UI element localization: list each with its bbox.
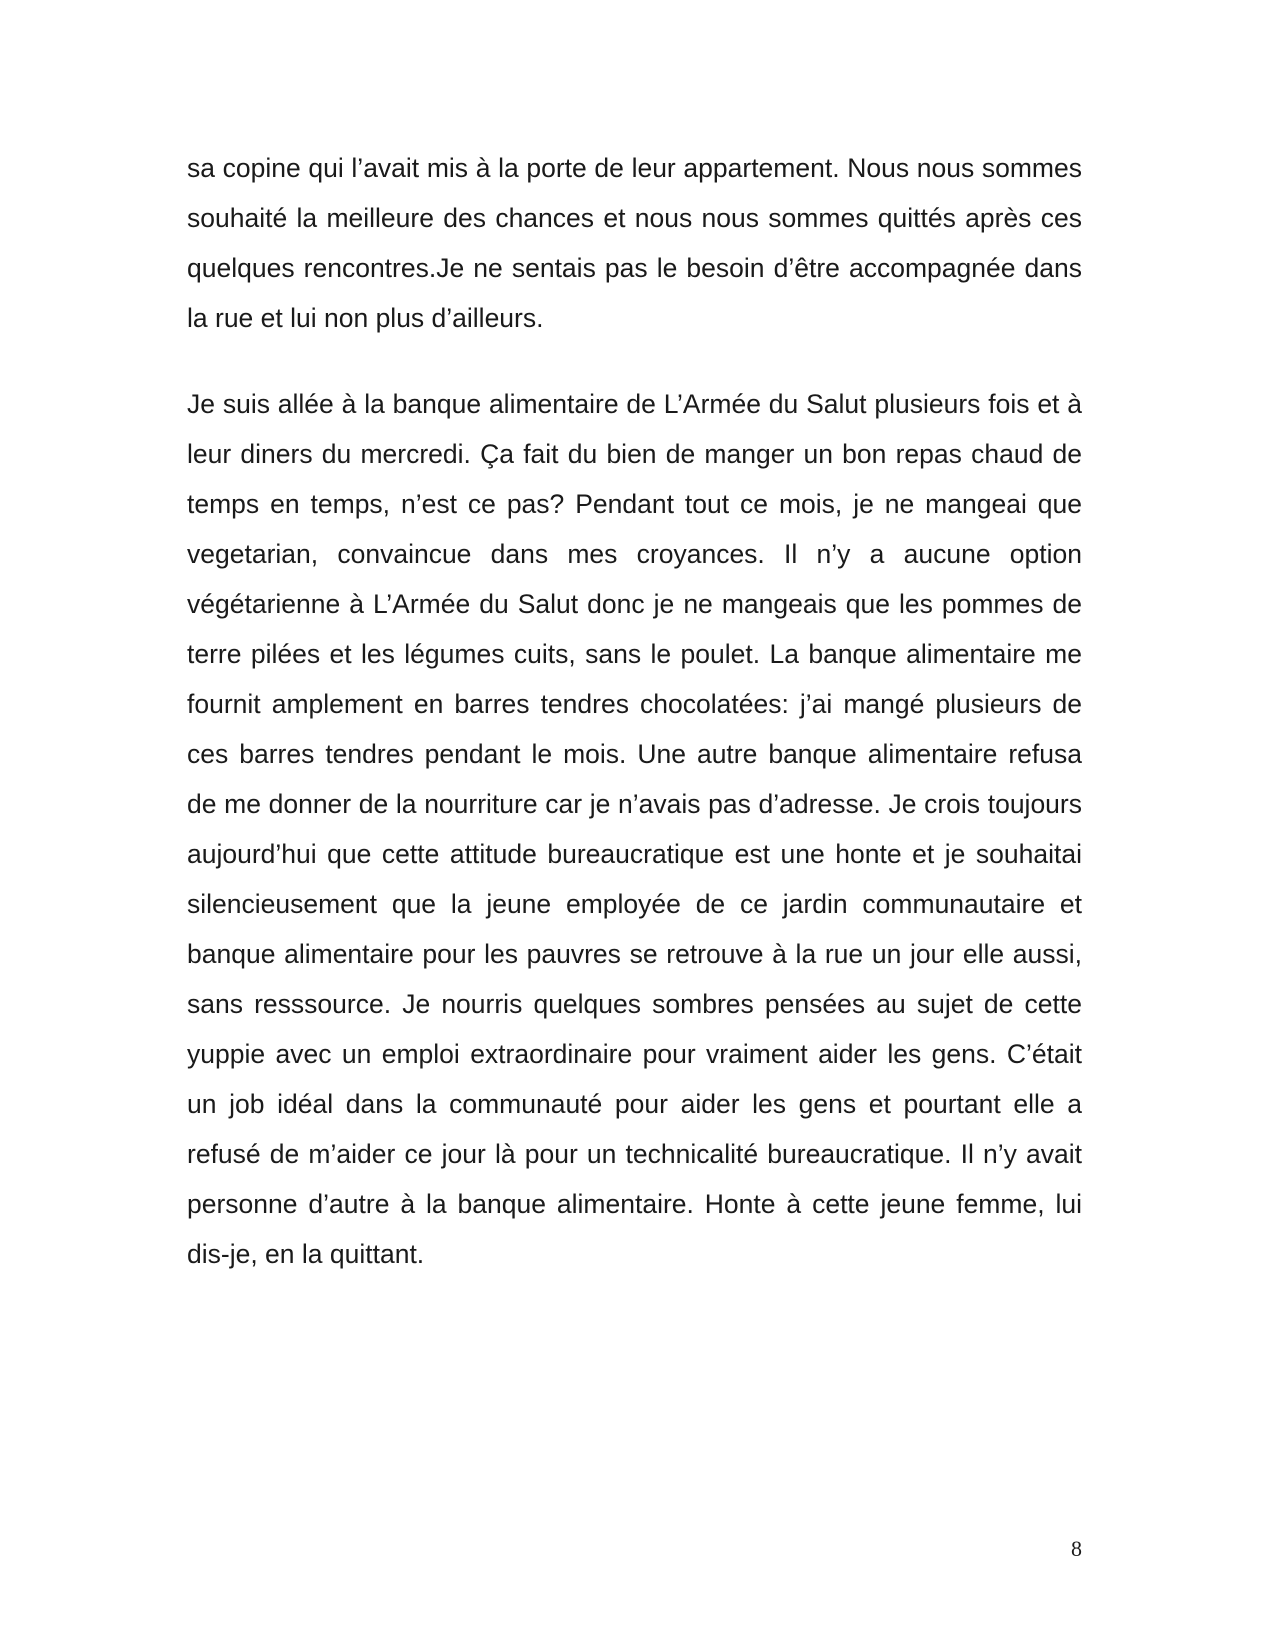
page-number: 8	[1071, 1536, 1082, 1561]
paragraph-2: Je suis allée à la banque alimentaire de L’Armée du Salut plusieurs fois et à leur diners du mercredi. Ça fait du bien de manger un bon repas chaud de temps en temps, n’est ce pas? Pendant tout ce mois, je ne mangeai que vegetarian, convaincue dans mes croyances. Il n’y a aucune option végétarienne à L’Armée du Salut donc je ne mangeais que les pommes de terre pilées et les légumes cuits, sans le poulet. La banque alimentaire me fournit amplement en barres tendres chocolatées: j’ai mangé plusieurs de ces barres tendres pendant le mois. Une autre banque alimentaire refusa de me donner de la nourriture car je n’avais pas d’adresse. Je crois toujours aujourd’hui que cette attitude bureaucratique est une honte et je souhaitai silencieusement que la jeune employée de ce jardin communautaire et banque alimentaire pour les pauvres se retrouve à la rue un jour elle aussi, sans resssource. Je nourris quelques sombres pensées au sujet de cette yuppie avec un emploi extraordinaire pour vraiment aider les gens. C’était un job idéal dans la communauté pour aider les gens et pourtant elle a refusé de m’aider ce jour là pour un technicalité bureaucratique. Il n’y avait personne d’autre à la banque alimentaire. Honte à cette jeune femme, lui dis-je, en la quittant.	[187, 389, 1082, 1269]
paragraph-1: sa copine qui l’avait mis à la porte de leur appartement. Nous nous sommes souhaité la meilleure des chances et nous nous sommes quittés après ces quelques rencontres.Je ne sentais pas le besoin d’être accompagnée dans la rue et lui non plus d’ailleurs.	[187, 153, 1082, 333]
